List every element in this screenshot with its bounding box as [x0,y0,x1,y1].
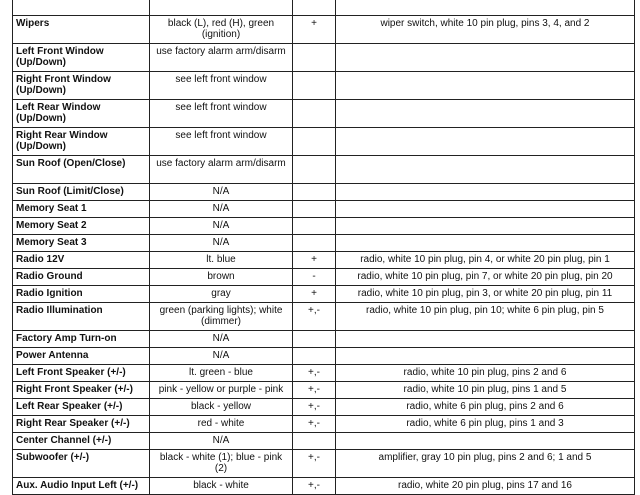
polarity-cell [293,156,336,184]
table-row [13,303,635,331]
wiring-table [12,0,635,495]
polarity-cell [293,235,336,252]
wire-color-cell: lt. green - blue [150,365,293,382]
table-row [13,286,635,303]
table-row [13,348,635,365]
table-row [13,252,635,269]
function-cell: Memory Seat 3 [13,235,150,252]
polarity-cell [293,331,336,348]
table-row [13,128,635,156]
wire-color-cell [150,0,293,16]
function-cell: Factory Amp Turn-on [13,331,150,348]
wire-color-cell: N/A [150,331,293,348]
location-cell [336,348,635,365]
polarity-cell [293,44,336,72]
wire-color-cell: gray [150,286,293,303]
wire-color-cell: brown [150,269,293,286]
location-cell [336,128,635,156]
wiring-table-body [13,0,635,495]
polarity-cell [293,72,336,100]
table-row [13,399,635,416]
wire-color-cell: red - white [150,416,293,433]
function-cell: Sun Roof (Open/Close) [13,156,150,184]
function-cell: Memory Seat 1 [13,201,150,218]
table-row [13,365,635,382]
function-cell: Radio Ground [13,269,150,286]
table-row [13,433,635,450]
function-cell: Right Front Speaker (+/-) [13,382,150,399]
location-cell: radio, white 6 pin plug, pins 1 and 3 [336,416,635,433]
table-row [13,72,635,100]
polarity-cell [293,184,336,201]
polarity-cell: +,- [293,303,336,331]
table-row [13,450,635,478]
wiring-sheet [12,0,634,495]
location-cell: wiper switch, white 10 pin plug, pins 3, 4, and 2 [336,16,635,44]
polarity-cell [293,128,336,156]
table-row [13,218,635,235]
location-cell: radio, white 10 pin plug, pin 3, or white 20 pin plug, pin 11 [336,286,635,303]
location-cell [336,218,635,235]
location-cell: radio, white 20 pin plug, pins 17 and 16 [336,478,635,495]
function-cell: Right Front Window (Up/Down) [13,72,150,100]
location-cell: radio, white 10 pin plug, pin 10; white 6 pin plug, pin 5 [336,303,635,331]
wire-color-cell: N/A [150,235,293,252]
wire-color-cell: see left front window [150,128,293,156]
function-cell [13,0,150,16]
wire-color-cell: black (L), red (H), green (ignition) [150,16,293,44]
wire-color-cell: pink - yellow or purple - pink [150,382,293,399]
polarity-cell: +,- [293,450,336,478]
location-cell [336,44,635,72]
polarity-cell: +,- [293,399,336,416]
location-cell: radio, white 10 pin plug, pin 4, or white 20 pin plug, pin 1 [336,252,635,269]
wire-color-cell: N/A [150,433,293,450]
table-row [13,478,635,495]
function-cell: Subwoofer (+/-) [13,450,150,478]
location-cell [336,184,635,201]
table-row [13,44,635,72]
wire-color-cell: see left front window [150,100,293,128]
table-row [13,100,635,128]
location-cell [336,0,635,16]
polarity-cell [293,348,336,365]
location-cell [336,201,635,218]
polarity-cell: +,- [293,365,336,382]
location-cell: radio, white 10 pin plug, pins 1 and 5 [336,382,635,399]
function-cell: Radio Ignition [13,286,150,303]
wire-color-cell: lt. blue [150,252,293,269]
function-cell: Wipers [13,16,150,44]
function-cell: Aux. Audio Input Left (+/-) [13,478,150,495]
polarity-cell: - [293,269,336,286]
function-cell: Sun Roof (Limit/Close) [13,184,150,201]
location-cell [336,100,635,128]
polarity-cell: + [293,286,336,303]
wire-color-cell: black - yellow [150,399,293,416]
location-cell: radio, white 10 pin plug, pin 7, or white 20 pin plug, pin 20 [336,269,635,286]
wire-color-cell: use factory alarm arm/disarm [150,156,293,184]
wire-color-cell: N/A [150,201,293,218]
wire-color-cell: N/A [150,218,293,235]
polarity-cell: + [293,16,336,44]
polarity-cell: +,- [293,416,336,433]
polarity-cell [293,0,336,16]
wire-color-cell: N/A [150,348,293,365]
table-row [13,156,635,184]
location-cell: amplifier, gray 10 pin plug, pins 2 and 6; 1 and 5 [336,450,635,478]
wire-color-cell: see left front window [150,72,293,100]
table-row [13,269,635,286]
location-cell: radio, white 10 pin plug, pins 2 and 6 [336,365,635,382]
table-row [13,0,635,16]
table-row [13,201,635,218]
polarity-cell [293,218,336,235]
table-row [13,331,635,348]
function-cell: Right Rear Speaker (+/-) [13,416,150,433]
location-cell [336,235,635,252]
location-cell [336,72,635,100]
function-cell: Memory Seat 2 [13,218,150,235]
function-cell: Left Front Window (Up/Down) [13,44,150,72]
polarity-cell [293,100,336,128]
function-cell: Center Channel (+/-) [13,433,150,450]
wire-color-cell: green (parking lights); white (dimmer) [150,303,293,331]
table-row [13,184,635,201]
polarity-cell: +,- [293,478,336,495]
table-row [13,382,635,399]
function-cell: Right Rear Window (Up/Down) [13,128,150,156]
location-cell [336,433,635,450]
polarity-cell [293,433,336,450]
location-cell [336,156,635,184]
polarity-cell: +,- [293,382,336,399]
function-cell: Radio 12V [13,252,150,269]
table-row [13,416,635,433]
location-cell [336,331,635,348]
function-cell: Left Rear Speaker (+/-) [13,399,150,416]
wire-color-cell: black - white (1); blue - pink (2) [150,450,293,478]
function-cell: Power Antenna [13,348,150,365]
wire-color-cell: N/A [150,184,293,201]
table-row [13,235,635,252]
polarity-cell: + [293,252,336,269]
function-cell: Left Rear Window (Up/Down) [13,100,150,128]
location-cell: radio, white 6 pin plug, pins 2 and 6 [336,399,635,416]
wire-color-cell: black - white [150,478,293,495]
function-cell: Left Front Speaker (+/-) [13,365,150,382]
wire-color-cell: use factory alarm arm/disarm [150,44,293,72]
function-cell: Radio Illumination [13,303,150,331]
table-row [13,16,635,44]
polarity-cell [293,201,336,218]
